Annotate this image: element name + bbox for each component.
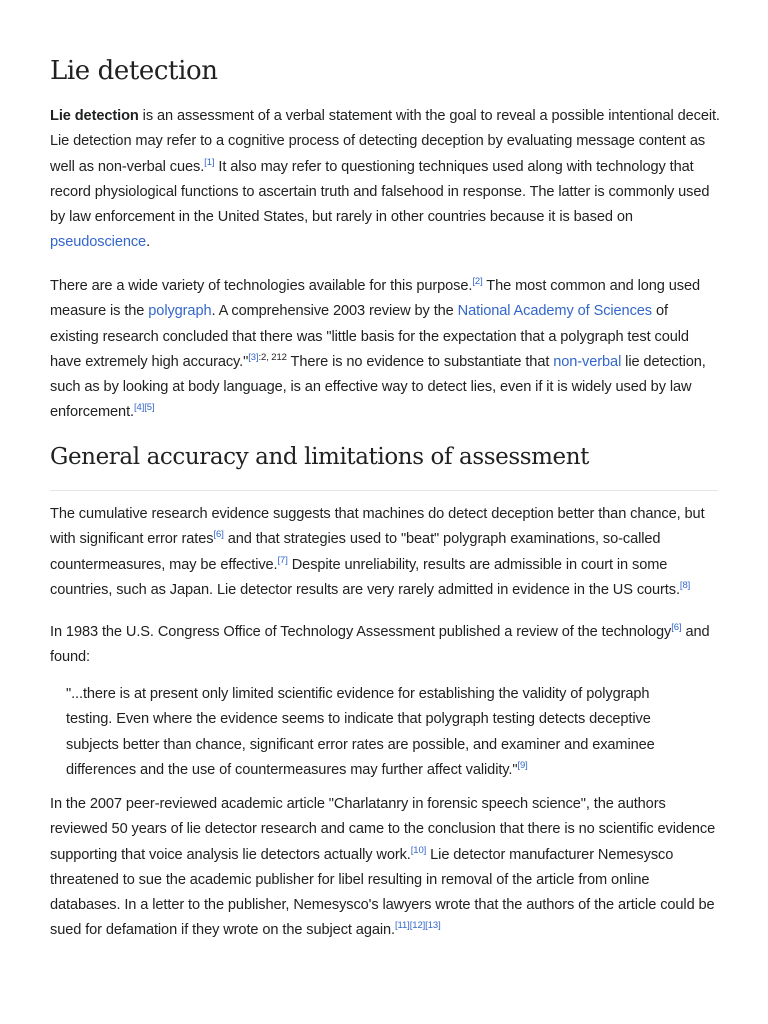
text: is an assessment of a verbal statement with the goal to reveal a possible intentional deceit. Lie detection may refer to a cognitive process of detecting deception by evaluating message content as well as non-verbal cues. bbox=[50, 108, 720, 175]
citation-link[interactable]: [4] bbox=[133, 402, 145, 414]
citation-link[interactable]: [6] bbox=[213, 529, 224, 541]
text: . bbox=[146, 234, 151, 251]
text: It also may refer to questioning techniques used along with technology that record physiological functions to ascertain truth and falsehood in response. The latter is commonly used by law enforcement in the United States, but rarely in other countries because it is based on bbox=[50, 158, 710, 226]
citation-link[interactable]: [11] bbox=[394, 920, 410, 932]
citation-link[interactable]: [6] bbox=[671, 622, 682, 633]
text: There are a wide variety of technologies available for this purpose. bbox=[50, 278, 473, 294]
text: The most common and long used measure is the bbox=[50, 278, 700, 320]
citation-link[interactable]: [2] bbox=[472, 276, 483, 287]
pseudoscience-link[interactable]: pseudoscience bbox=[50, 234, 147, 251]
intro-paragraph-2 bbox=[50, 274, 720, 426]
page-title: Lie detection bbox=[50, 56, 218, 86]
citation-link[interactable]: [13] bbox=[425, 920, 441, 932]
section-paragraph-1 bbox=[50, 502, 720, 603]
citation-link[interactable]: [10] bbox=[410, 844, 427, 856]
non-verbal-link[interactable]: non-verbal bbox=[553, 353, 622, 370]
citation-link[interactable]: [3] bbox=[248, 351, 259, 363]
text: The cumulative research evidence suggests that machines do detect deception better than chance, but with significant error rates bbox=[50, 506, 705, 548]
heading-divider bbox=[50, 490, 718, 491]
text: There is no evidence to substantiate that bbox=[286, 353, 554, 370]
text: In the 2007 peer-reviewed academic article "Charlatanry in forensic speech science", the authors reviewed 50 years of lie detector research and came to the conclusion that there is no scientific evidence supporting that voice analysis lie detectors actually work. bbox=[50, 796, 716, 863]
term-bold: Lie detection bbox=[50, 108, 139, 124]
text: lie detection, such as by looking at body language, is an effective way to detect lies, even if it is widely used by law enforcement. bbox=[50, 353, 706, 421]
section-heading-general-accuracy: General accuracy and limitations of assessment bbox=[50, 444, 590, 470]
text: Despite unreliability, results are admissible in court in some countries, such as Japan. Lie detector results are very rarely admitted in evidence in the US courts. bbox=[50, 556, 680, 598]
text: of existing research concluded that there was "little basis for the expectation that a polygraph test could have extremely high accuracy." bbox=[50, 303, 689, 370]
citation-link[interactable]: [1] bbox=[204, 156, 215, 168]
text: In 1983 the U.S. Congress Office of Technology Assessment published a review of the technology bbox=[50, 624, 672, 640]
citation-link[interactable]: [8] bbox=[679, 579, 691, 591]
text: . A comprehensive 2003 review by the bbox=[211, 303, 458, 320]
citation-pages: :2, 212 bbox=[258, 351, 287, 363]
national-academy-of-sciences-link[interactable]: National Academy of Sciences bbox=[457, 303, 652, 320]
text: "...there is at present only limited scientific evidence for establishing the validity of polygraph testing. Even where the evidence seems to indicate that polygraph testing detects deceptive subjects better than chance, significant error rates are possible, and examiner and examinee differences and the use of countermeasures may further affect validity." bbox=[66, 686, 655, 778]
citation-link[interactable]: [12] bbox=[409, 920, 426, 932]
citation-link[interactable]: [5] bbox=[144, 402, 155, 414]
section-paragraph-3 bbox=[50, 792, 720, 944]
text: Lie detector manufacturer Nemesysco threatened to sue the academic publisher for libel resulting in removal of the article from online databases. In a letter to the publisher, Nemesysco's lawyers wrote that the authors of the article could be sued for defamation if they wrote on the subject again. bbox=[50, 846, 715, 939]
citation-link[interactable]: [7] bbox=[277, 554, 288, 566]
section-paragraph-2 bbox=[50, 620, 720, 671]
ota-quote bbox=[66, 682, 696, 783]
polygraph-link[interactable]: polygraph bbox=[148, 303, 212, 320]
text: and found: bbox=[50, 624, 710, 666]
citation-link[interactable]: [9] bbox=[517, 759, 528, 771]
text: and that strategies used to "beat" polygraph examinations, so-called countermeasures, may be effective. bbox=[50, 531, 661, 573]
intro-paragraph-1 bbox=[50, 104, 720, 256]
